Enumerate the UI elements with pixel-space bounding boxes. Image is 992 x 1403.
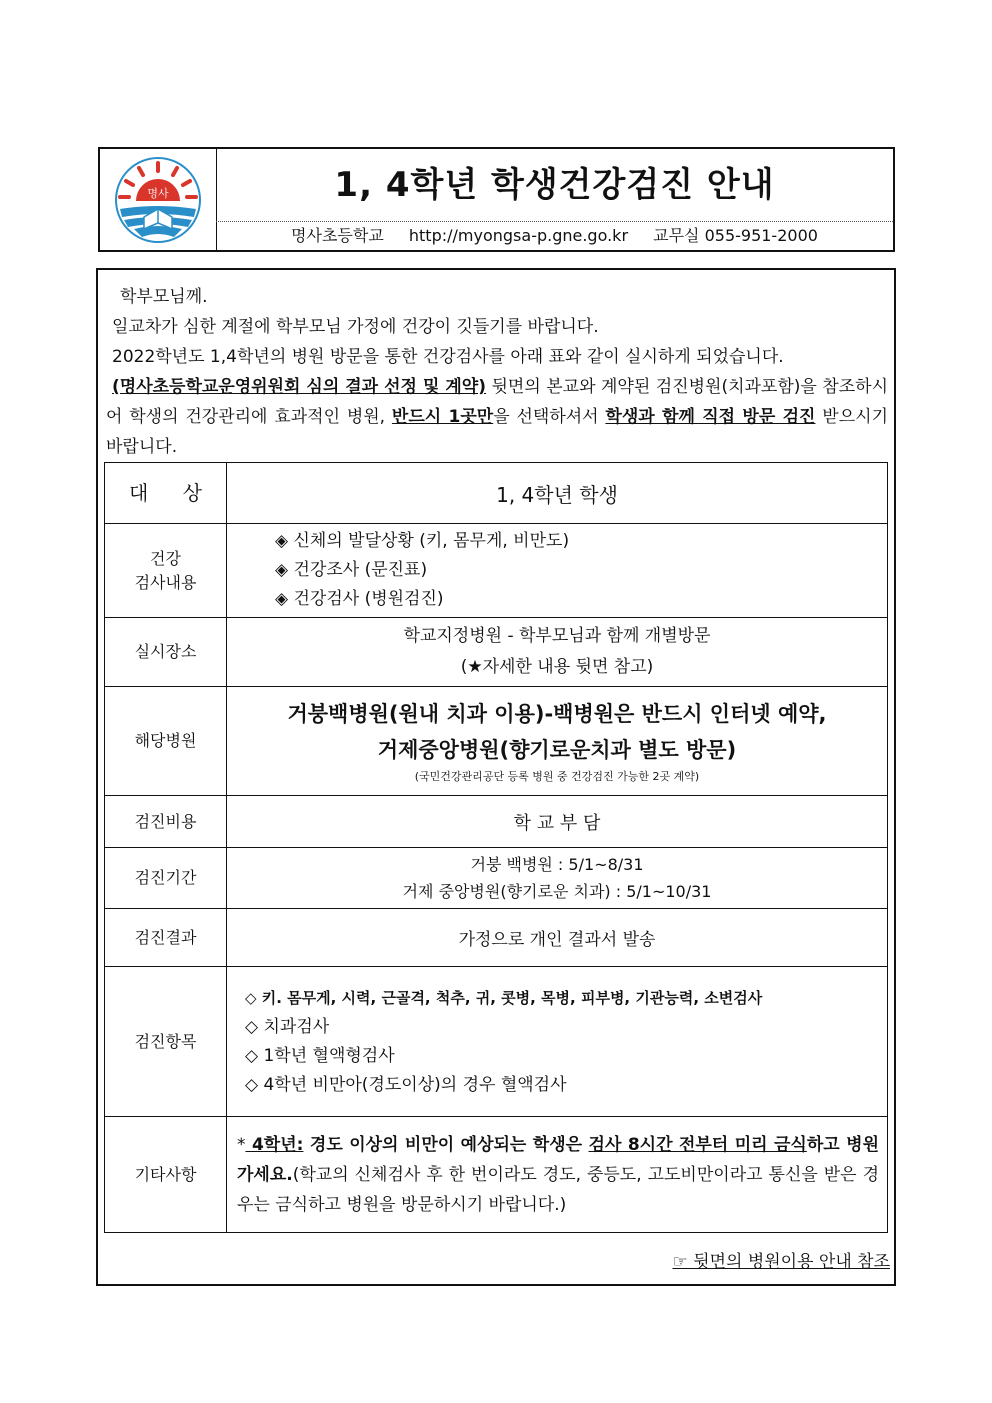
period-value [227, 848, 888, 909]
table-row [105, 967, 888, 1117]
period-label: 검진기간 [105, 848, 227, 909]
table-row [105, 1117, 888, 1233]
intro-p3-text-2: 을 선택하셔서 [493, 407, 606, 427]
target-value: 1, 4학년 학생 [227, 463, 888, 524]
items-value [227, 967, 888, 1117]
document-header [98, 147, 895, 252]
cost-label: 검진비용 [105, 796, 227, 848]
committee-note: (명사초등학교운영위원회 심의 결과 선정 및 계약) [112, 377, 486, 397]
intro-paragraph-3 [106, 372, 888, 462]
content-label [105, 524, 227, 618]
table-row [105, 618, 888, 687]
school-phone: 교무실 055-951-2000 [653, 226, 818, 245]
etc-label: 기타사항 [105, 1117, 227, 1233]
school-logo-icon [114, 157, 202, 243]
etc-bold-2: 하고 병원가세요. [237, 1134, 879, 1185]
back-page-reference: ☞ 뒷면의 병원이용 안내 참조 [672, 1252, 890, 1272]
school-url[interactable]: http://myongsa-p.gne.go.kr [408, 226, 629, 245]
list-item: ◈ 건강검사 (병원검진) [275, 589, 444, 609]
result-label: 검진결과 [105, 909, 227, 967]
place-line-1: 학교지정병원 - 학부모님과 함께 개별방문 [403, 626, 711, 646]
place-line-2: (★자세한 내용 뒷면 참고) [460, 657, 654, 677]
table-row [105, 909, 888, 967]
page-title: 1, 4학년 학생건강검진 안내 [216, 149, 893, 222]
main-content [96, 268, 896, 1286]
etc-fasting-note: 검사 8시간 전부터 미리 금식 [588, 1134, 807, 1155]
place-label: 실시장소 [105, 618, 227, 687]
table-row [105, 524, 888, 618]
school-name: 명사초등학교 [291, 226, 384, 245]
visit-together-note: 학생과 함께 직접 방문 검진 [605, 407, 816, 427]
etc-rest: (학교의 신체검사 후 한 번이라도 경도, 중등도, 고도비만이라고 통신을 받은 경우는 금식하고 병원을 방문하시기 바랍니다.) [237, 1164, 879, 1215]
list-item: ◈ 건강조사 (문진표) [275, 560, 428, 580]
list-item: ◇ 1학년 혈액형검사 [245, 1045, 395, 1066]
cost-value: 학 교 부 담 [227, 796, 888, 848]
list-item: ◇ 키. 몸무게, 시력, 근골격, 척추, 귀, 콧병, 목병, 피부병, 기관능력, 소변검사 [245, 988, 763, 1007]
etc-bold-1: 경도 이상의 비만이 예상되는 학생은 [303, 1134, 589, 1155]
hospital-line-2: 거제중앙병원(향기로운치과 별도 방문) [377, 738, 737, 762]
logo-text: 명사 [147, 187, 169, 200]
info-table [104, 462, 888, 1233]
table-row [105, 463, 888, 524]
period-line-1: 거붕 백병원 : 5/1~8/31 [470, 855, 644, 874]
only-one-note: 반드시 1곳만 [391, 407, 494, 427]
intro-line-2: 2022학년도 1,4학년의 병원 방문을 통한 건강검사를 아래 표와 같이 실시하게 되었습니다. [112, 347, 784, 367]
result-value: 가정으로 개인 결과서 발송 [227, 909, 888, 967]
greeting: 학부모님께. [120, 287, 208, 307]
content-label-line-1: 건강 [150, 548, 181, 568]
hospital-value [227, 687, 888, 796]
hospital-label: 해당병원 [105, 687, 227, 796]
intro-line-1: 일교차가 심한 계절에 학부모님 가정에 건강이 깃들기를 바랍니다. [112, 317, 599, 337]
school-info-line [216, 222, 893, 250]
list-item: ◇ 4학년 비만아(경도이상)의 경우 혈액검사 [245, 1074, 567, 1095]
period-line-2: 거제 중앙병원(향기로운 치과) : 5/1~10/31 [402, 882, 712, 901]
intro-p3-text-3: 받으시기 바랍니다. [106, 407, 888, 457]
items-label: 검진항목 [105, 967, 227, 1117]
intro-text [106, 282, 888, 462]
hospital-note: (국민건강관리공단 등록 병원 중 건강검진 가능한 2곳 계약) [414, 770, 700, 783]
etc-grade-note: 4학년: [245, 1134, 304, 1155]
etc-value [227, 1117, 888, 1233]
logo-cell [100, 149, 217, 250]
list-item: ◈ 신체의 발달상황 (키, 몸무게, 비만도) [275, 531, 570, 551]
list-item: ◇ 치과검사 [245, 1016, 330, 1037]
place-value [227, 618, 888, 687]
table-row [105, 796, 888, 848]
etc-star: * [237, 1134, 246, 1155]
hospital-line-1: 거붕백병원(원내 치과 이용)-백병원은 반드시 인터넷 예약, [287, 702, 827, 726]
content-items [227, 524, 888, 618]
intro-p3-text-1: 뒷면의 본교와 계약된 검진병원(치과포함)을 참조하시어 학생의 건강관리에 효과적인 병원, [106, 377, 888, 427]
target-label: 대 상 [105, 463, 227, 524]
content-label-line-2: 검사내용 [134, 572, 197, 592]
table-row [105, 848, 888, 909]
table-row [105, 687, 888, 796]
